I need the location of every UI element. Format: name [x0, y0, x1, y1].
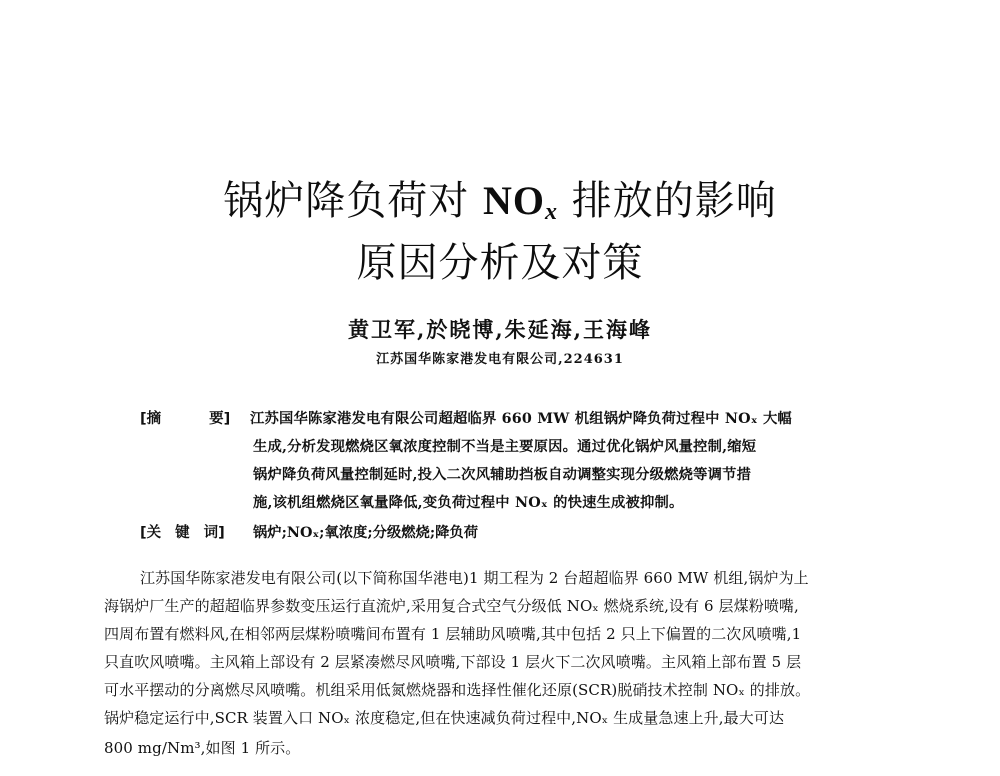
body-paragraph-line: 可水平摆动的分离燃尽风喷嘴。机组采用低氮燃烧器和选择性催化还原(SCR)脱硝技术控制 NOₓ 的排放。	[104, 681, 811, 699]
keywords-label	[140, 522, 225, 544]
body-paragraph-line: 海锅炉厂生产的超超临界参数变压运行直流炉,采用复合式空气分级低 NOₓ 燃烧系统,设有 6 层煤粉喷嘴,	[104, 597, 799, 615]
title-line1-prefix: 锅炉降负荷对	[223, 178, 470, 224]
abstract-line: 施,该机组燃烧区氧量降低,变负荷过程中 NOₓ 的快速生成被抑制。	[253, 495, 684, 511]
abstract-label-open: [摘	[140, 411, 162, 427]
abstract-line: 生成,分析发现燃烧区氧浓度控制不当是主要原因。通过优化锅炉风量控制,缩短	[253, 439, 757, 455]
abstract-line: 锅炉降负荷风量控制延时,投入二次风辅助挡板自动调整实现分级燃烧等调节措	[253, 467, 752, 483]
body-paragraph-line: 江苏国华陈家港发电有限公司(以下简称国华港电)1 期工程为 2 台超超临界 660 MW 机组,锅炉为上	[140, 569, 809, 587]
paper-title-line-2: 原因分析及对策	[356, 240, 644, 286]
keywords-label-c: 词]	[203, 525, 225, 541]
body-paragraph-line: 只直吹风喷嘴。主风箱上部设有 2 层紧凑燃尽风喷嘴,下部设 1 层火下二次风喷嘴。主风箱上部布置 5 层	[104, 653, 802, 671]
keywords-label-b: 键	[175, 525, 190, 541]
body-paragraph-line: 四周布置有燃料风,在相邻两层煤粉喷嘴间布置有 1 层辅助风喷嘴,其中包括 2 只上下偏置的二次风喷嘴,1	[104, 625, 802, 643]
title-nox: NO	[483, 178, 545, 223]
author-affiliation: 江苏国华陈家港发电有限公司,224631	[376, 352, 624, 367]
body-paragraph-line: 800 mg/Nm³,如图 1 所示。	[104, 739, 301, 757]
abstract-label-close: 要]	[209, 411, 231, 427]
abstract-line: 江苏国华陈家港发电有限公司超超临界 660 MW 机组锅炉降负荷过程中 NOₓ 大幅	[250, 411, 792, 427]
body-paragraph-line: 锅炉稳定运行中,SCR 装置入口 NOₓ 浓度稳定,但在快速减负荷过程中,NOₓ 生成量急速上升,最大可达	[104, 709, 785, 727]
title-line1-suffix: 排放的影响	[571, 178, 777, 224]
keywords-text: 锅炉;NOₓ;氧浓度;分级燃烧;降负荷	[253, 525, 478, 541]
paper-title-line-1	[0, 176, 1000, 237]
author-list: 黄卫军,於晓博,朱延海,王海峰	[348, 317, 652, 342]
keywords-label-a: [关	[140, 525, 162, 541]
title-nox-subscript: x	[545, 199, 558, 225]
abstract-label	[140, 408, 230, 430]
